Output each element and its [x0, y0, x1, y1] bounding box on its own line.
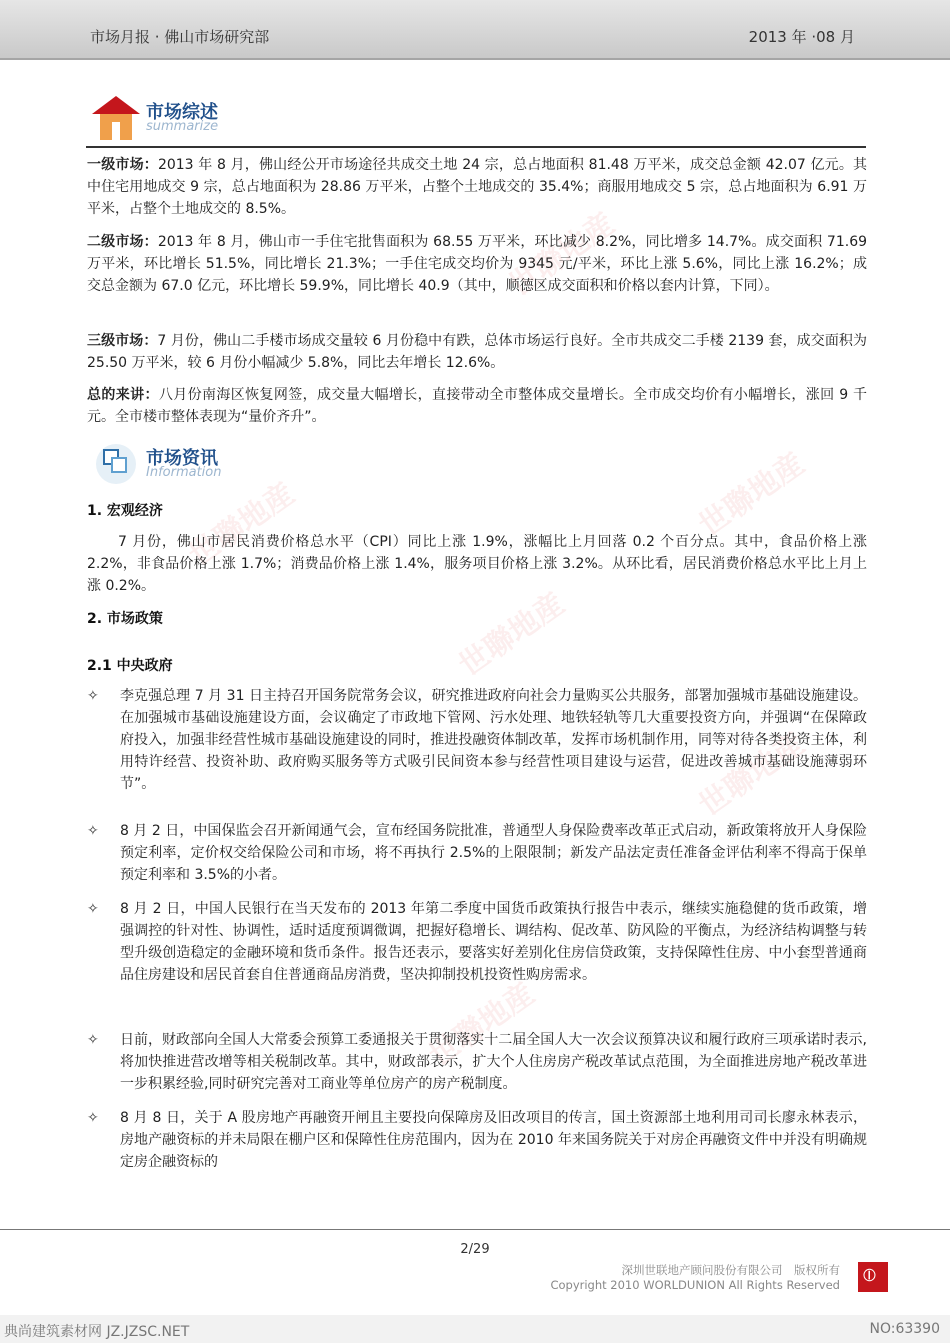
section-summarize-logo [88, 92, 288, 144]
policy-heading: 2. 市场政策 [87, 611, 163, 627]
summary-overall [87, 384, 867, 428]
list-item-text: 8 月 8 日，关于 A 股房地产再融资开闸且主要投向保障房及旧改项目的传言，国土资源部土地利用司司长廖永林表示，房地产融资标的并未局限在棚户区和保障性住房范围内，因为在 2010 年来国务院关于对房企再融资文件中并没有明确规定房企融资标的 [120, 1110, 867, 1170]
section-divider [86, 146, 866, 148]
page-number: 2/29 [460, 1242, 490, 1257]
copyright-text: Copyright 2010 WORLDUNION All Rights Reserved [550, 1278, 840, 1292]
list-item-text: 日前，财政部向全国人大常委会预算工委通报关于贯彻落实十二届全国人大一次会议预算决议和履行政府三项承诺时表示,将加快推进营改增等相关税制改革。其中，财政部表示，扩大个人住房房产税改革试点范围，为全面推进房地产税改革进一步积累经验,同时研究完善对工商业等单位房产的房产税制度。 [120, 1032, 867, 1092]
source-bar [0, 1315, 950, 1343]
list-item-text: 8 月 2 日，中国保监会召开新闻通气会，宣布经国务院批准，普通型人身保险费率改革正式启动，新政策将放开人身保险预定利率，定价权交给保险公司和市场，将不再执行 2.5%的上限限制；新发产品法定责任准备金评估利率不得高于保单预定利率和 3.5%的小者。 [120, 823, 867, 883]
section-subtitle: Information [146, 465, 222, 480]
summary-primary-market [87, 154, 867, 220]
bullet-icon: ✧ [87, 1110, 99, 1126]
list-item [87, 685, 867, 795]
bullet-icon: ✧ [87, 823, 99, 839]
watermark: 世聯地産 [452, 586, 572, 684]
summary-tertiary-market [87, 330, 867, 374]
list-item [87, 1107, 867, 1173]
list-item [87, 898, 867, 986]
logo-glyph: ⦶ [863, 1265, 877, 1286]
section-information-logo [88, 438, 288, 490]
section-title: 市场综述 [146, 102, 218, 123]
watermark: 世聯地産 [182, 476, 302, 574]
paragraph-text: 2013 年 8 月，佛山市一手住宅批售面积为 68.55 万平米，环比减少 8.2%，同比增多 14.7%。成交面积 71.69 万平米，环比增长 51.5%，同比增长 21.3%；一手住宅成交均价为 9345 元/平米，环比上涨 5.6%，同比上涨 16.2%；成交总金额为 67.0 亿元，环比增长 59.9%，同比增长 40.9（其中，顺德区成交面积和价格以套内计算，下同）。 [87, 234, 868, 294]
watermark: 世聯地産 [692, 446, 812, 544]
footer-divider [0, 1229, 950, 1230]
paragraph-text: 7 月份，佛山二手楼市场成交量较 6 月份稳中有跌，总体市场运行良好。全市共成交二手楼 2139 套，成交面积为 25.50 万平米，较 6 月份小幅减少 5.8%，同比去年增长 12.6%。 [87, 333, 867, 371]
source-site: 典尚建筑素材网 JZ.JZSC.NET [4, 1324, 190, 1340]
list-item-text: 李克强总理 7 月 31 日主持召开国务院常务会议，研究推进政府向社会力量购买公共服务，部署加强城市基础设施建设。在加强城市基础设施建设方面，会议确定了市政地下管网、污水处理、地铁轻轨等几大重要投资方向，并强调“在保障政府投入，加强非经营性城市基础设施建设的同时，推进投融资体制改革，发挥市场机制作用，同等对待各类投资主体，利用特许经营、投资补助、政府购买服务等方式吸引民间资本参与经营性项目建设与运营，促进改善城市基础设施薄弱环节”。 [120, 688, 867, 792]
macro-heading: 1. 宏观经济 [87, 503, 163, 519]
info-icon [88, 438, 144, 488]
bullet-icon: ✧ [87, 1032, 99, 1048]
paragraph-label: 三级市场： [87, 333, 158, 349]
section-subtitle: summarize [146, 119, 219, 134]
header-date: 2013 年 ·08 月 [748, 28, 855, 46]
bullet-icon: ✧ [87, 688, 99, 704]
paragraph-label: 二级市场： [87, 234, 158, 250]
watermark: 世聯地産 [422, 976, 542, 1074]
header-title: 市场月报 · 佛山市场研究部 [90, 28, 270, 46]
section-title: 市场资讯 [146, 448, 218, 469]
source-number: NO:63390 [869, 1321, 940, 1337]
bullet-icon: ✧ [87, 901, 99, 917]
house-icon [88, 92, 144, 142]
worldunion-logo-icon [858, 1262, 888, 1292]
paragraph-label: 一级市场： [87, 157, 158, 173]
paragraph-text: 八月份南海区恢复网签，成交量大幅增长，直接带动全市整体成交量增长。全市成交均价有小幅增长，涨回 9 千元。全市楼市整体表现为“量价齐升”。 [87, 387, 867, 425]
macro-paragraph: 7 月份，佛山市居民消费价格总水平（CPI）同比上涨 1.9%，涨幅比上月回落 0.2 个百分点。其中，食品价格上涨 2.2%，非食品价格上涨 1.7%；消费品价格上涨 1.4%，服务项目价格上涨 3.2%。从环比看，居民消费价格总水平比上月上涨 0.2%。 [87, 534, 867, 594]
list-item-text: 8 月 2 日，中国人民银行在当天发布的 2013 年第二季度中国货币政策执行报告中表示，继续实施稳健的货币政策，增强调控的针对性、协调性，适时适度预调微调，把握好稳增长、调结构、促改革、防风险的平衡点，为经济结构调整与转型升级创造稳定的金融环境和货币条件。报告还表示，要落实好差别化住房信贷政策，支持保障性住房、中小套型普通商品住房建设和居民首套自住普通商品房消费，坚决抑制投机投资性购房需求。 [120, 901, 867, 983]
summary-secondary-market [87, 231, 867, 297]
policy-subheading: 2.1 中央政府 [87, 658, 173, 674]
page-header [0, 0, 950, 60]
list-item [87, 1029, 867, 1095]
watermark: 世聯地産 [692, 726, 812, 824]
paragraph-label: 总的来讲： [87, 387, 159, 403]
list-item [87, 820, 867, 886]
watermark: 世聯地産 [502, 206, 622, 304]
paragraph-text: 2013 年 8 月，佛山经公开市场途径共成交土地 24 宗，总占地面积 81.48 万平米，成交总金额 42.07 亿元。其中住宅用地成交 9 宗，总占地面积为 28.86 万平米，占整个土地成交的 35.4%；商服用地成交 5 宗，总占地面积为 6.91 万平米，占整个土地成交的 8.5%。 [87, 157, 868, 217]
company-name: 深圳世联地产顾问股份有限公司 版权所有 [621, 1263, 840, 1277]
